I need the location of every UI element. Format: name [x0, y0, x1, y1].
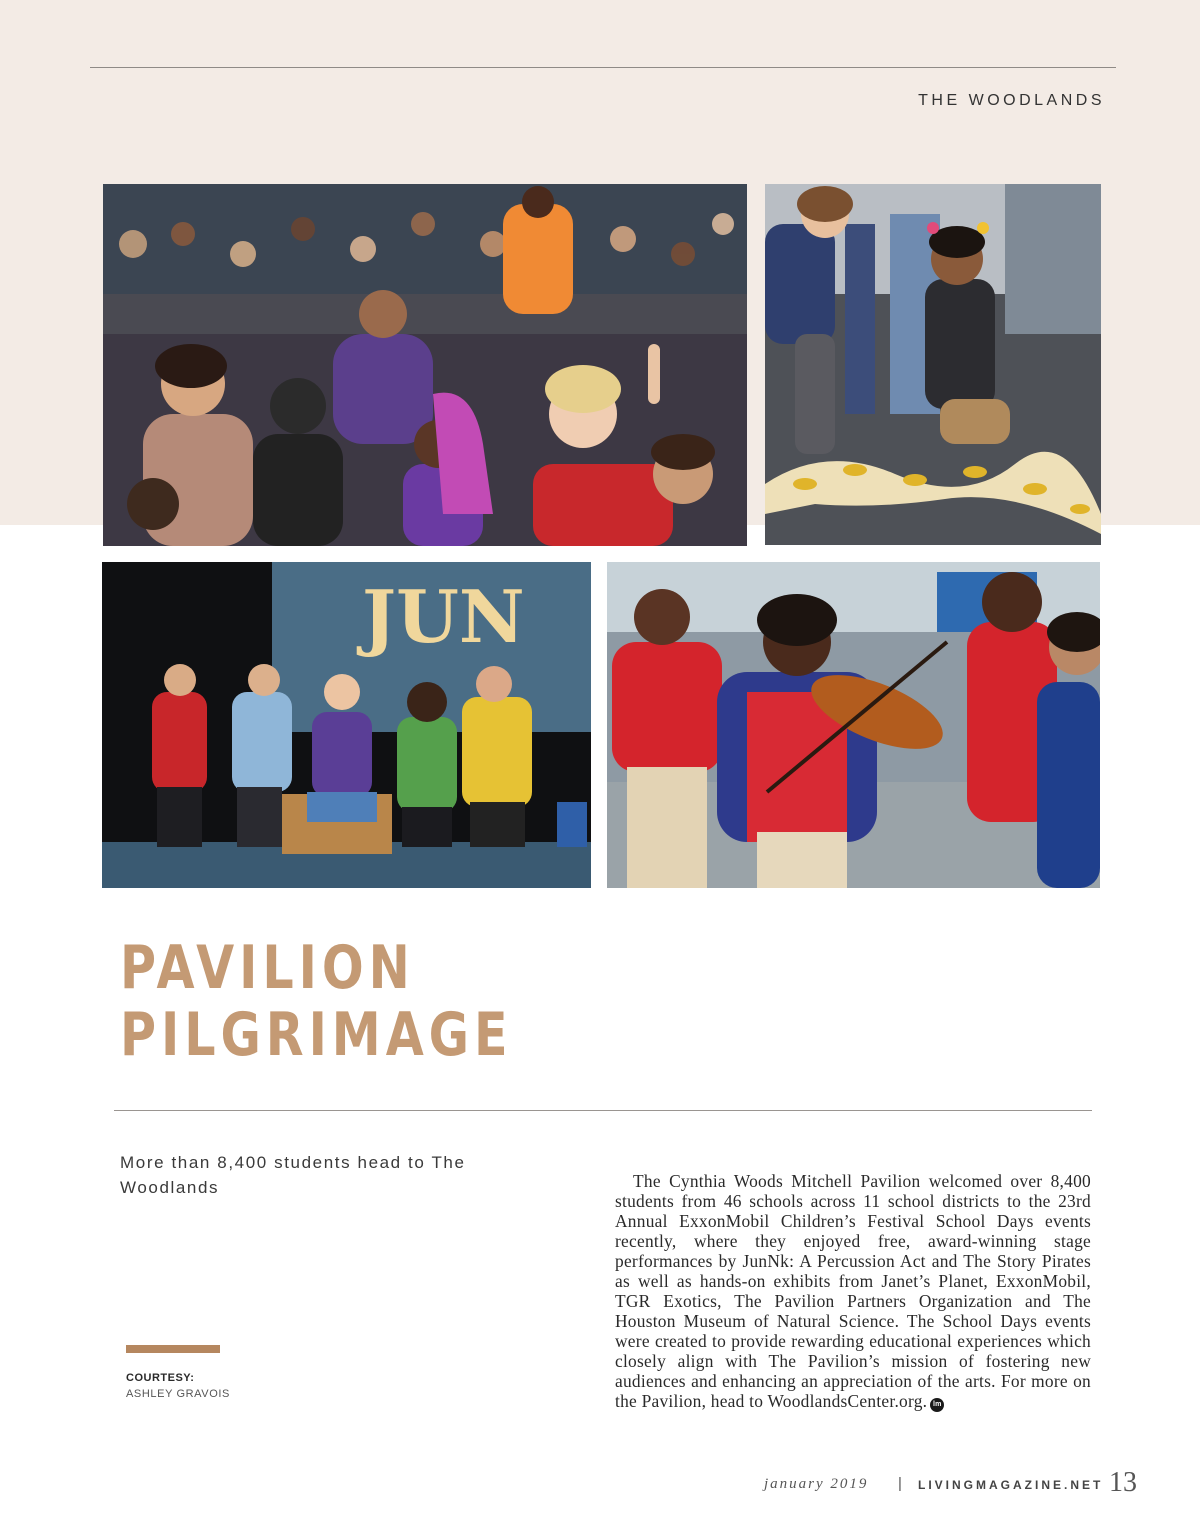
- photo-stage-performance: [102, 562, 591, 888]
- end-mark-icon: lm: [930, 1398, 944, 1412]
- credit-name: ASHLEY GRAVOIS: [126, 1388, 230, 1400]
- footer-date: january 2019: [764, 1476, 869, 1492]
- credit-accent-bar: [126, 1345, 220, 1353]
- photo-violin-student: [607, 562, 1100, 888]
- section-label: THE WOODLANDS: [918, 92, 1105, 109]
- article-body-text: The Cynthia Woods Mitchell Pavilion welcomed over 8,400 students from 46 schools across 11 school districts to the 23rd Annual ExxonMobil Children’s Festival School Days events recently, where they enjoyed free, award-winning stage performances by JunNk: A Percussion Act and The Story Pirates as well as hands-on exhibits from Janet’s Planet, ExxonMobil, TGR Exotics, The Pavilion Partners Organization and The Houston Museum of Natural Science. The School Days events were created to provide rewarding educational experiences which closely align with The Pavilion’s mission of fostering new audiences and enhancing an appreciation of the arts. For more on the Pavilion, head to WoodlandsCenter.org.: [615, 1171, 1091, 1411]
- photo-audience-crowd: [103, 184, 747, 546]
- page-number: 13: [1109, 1467, 1137, 1498]
- article-title: [120, 935, 513, 1069]
- top-divider: [90, 67, 1116, 68]
- stage-banner-text: JUN: [362, 574, 525, 659]
- footer-separator: |: [898, 1475, 902, 1492]
- footer-website[interactable]: LIVINGMAGAZINE.NET: [918, 1478, 1104, 1492]
- title-divider: [114, 1110, 1092, 1111]
- article-title-line-1: PAVILION: [120, 933, 415, 1003]
- credit-label: COURTESY:: [126, 1372, 195, 1384]
- photo-snake-exhibit: [765, 184, 1101, 545]
- article-body: [615, 1171, 1091, 1412]
- article-title-line-2: PILGRIMAGE: [120, 1000, 513, 1070]
- article-subtitle: More than 8,400 students head to The Woodlands: [120, 1153, 466, 1197]
